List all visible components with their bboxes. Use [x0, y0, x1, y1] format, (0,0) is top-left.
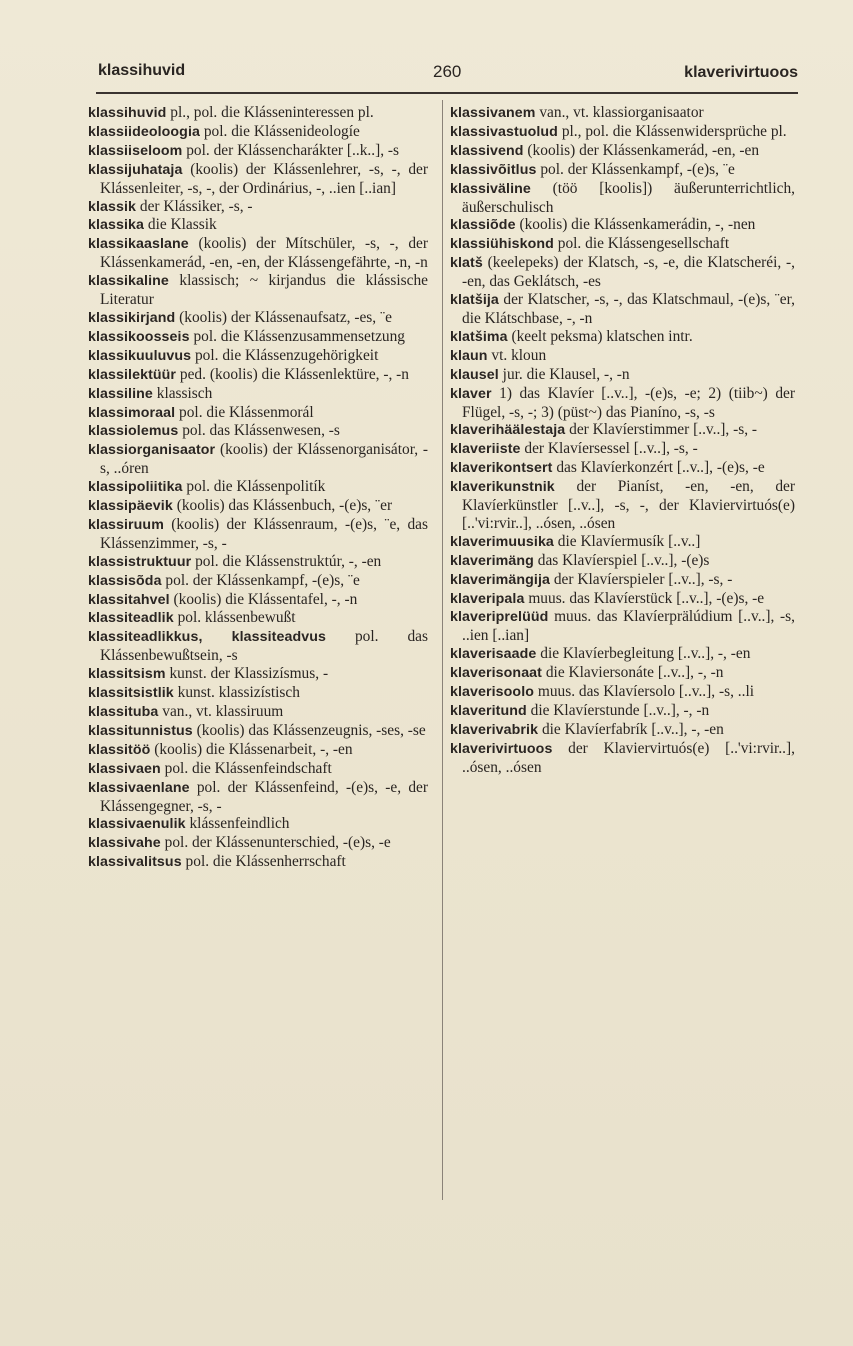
entry-headword: klassivõitlus: [450, 161, 537, 178]
dictionary-entry: [450, 180, 795, 217]
entry-headword: klassikaaslane: [88, 236, 189, 253]
entry-headword: klassikaline: [88, 273, 169, 290]
dictionary-entry: [88, 328, 428, 347]
entry-translation: pol. das Klássenbewußtsein, -s: [100, 628, 428, 665]
dictionary-entry: [450, 721, 795, 740]
entry-translation: der Pianíst, -en, -en, der Klavíerkünstler [..v..], -s, -, der Klaviervirtuós(e) [..'vi:rvir..], ..ósen, ..ósen: [462, 478, 795, 532]
dictionary-entry: [450, 440, 795, 459]
entry-translation: der Klavíersessel [..v..], -s, -: [524, 440, 698, 458]
entry-headword: klaverikontsert: [450, 460, 553, 477]
dictionary-entry: [88, 553, 428, 572]
entry-translation: (koolis) der Klássenaufsatz, -es, ¨e: [179, 308, 392, 326]
page-header: [98, 58, 798, 86]
entry-translation: pol. das Klássenwesen, -s: [182, 422, 340, 440]
dictionary-entry: [450, 645, 795, 664]
entry-headword: klaverimäng: [450, 552, 534, 569]
dictionary-entry: [88, 272, 428, 309]
dictionary-entry: [450, 366, 795, 385]
page-number: 260: [433, 62, 462, 81]
entry-translation: (keelt peksma) klatschen intr.: [511, 327, 693, 345]
entry-translation: jur. die Klausel, -, -n: [502, 365, 630, 383]
entry-headword: klassiteadlikkus, klassiteadvus: [88, 629, 327, 646]
right-column: [450, 104, 795, 777]
dictionary-entry: [450, 291, 795, 328]
entry-headword: klaverivabrik: [450, 721, 539, 738]
dictionary-entry: [88, 591, 428, 610]
entry-headword: klassihuvid: [88, 105, 167, 121]
entry-headword: klaun: [450, 347, 488, 364]
entry-headword: klassiolemus: [88, 423, 179, 440]
entry-translation: van., vt. klassiruum: [162, 703, 284, 720]
entry-headword: klassiühiskond: [450, 236, 554, 253]
dictionary-entry: [88, 404, 428, 423]
dictionary-entry: [450, 608, 795, 645]
entry-translation: (keelepeks) der Klatsch, -s, -e, die Klatscheréi, -, -en, das Geklátsch, -es: [462, 254, 795, 291]
entry-headword: klassiruum: [88, 516, 164, 533]
entry-translation: 1) das Klavíer [..v..], -(e)s, -e; 2) (tiib~) der Flügel, -s, -; 3) (püst~) das Pianíno, -s, -s: [462, 384, 795, 421]
dictionary-entry: [88, 198, 428, 217]
entry-translation: der Klavíerstimmer [..v..], -s, -: [569, 421, 758, 439]
entry-translation: pol. die Klássenzusammensetzung: [193, 327, 406, 345]
entry-translation: das Klavíerspiel [..v..], -(e)s: [537, 551, 710, 569]
header-first-headword: klassihuvid: [98, 62, 186, 79]
dictionary-entry: [450, 216, 795, 235]
entry-translation: der Klaviervirtuós(e) [..'vi:rvir..], ..ósen, ..ósen: [462, 739, 795, 776]
entry-headword: klaverivirtuoos: [450, 740, 553, 757]
entry-headword: klaverikunstnik: [450, 479, 555, 496]
entry-translation: pol. der Klássencharákter [..k..], -s: [186, 141, 400, 159]
entry-headword: klassiiseloom: [88, 142, 183, 159]
dictionary-entry: [88, 104, 428, 123]
entry-translation: van., vt. klassiorganisaator: [539, 104, 704, 121]
entry-headword: klassivahe: [88, 835, 161, 852]
dictionary-entry: [88, 722, 428, 741]
dictionary-entry: [88, 741, 428, 760]
entry-headword: klaveritund: [450, 703, 527, 719]
entry-headword: klassiväline: [450, 180, 531, 197]
entry-headword: klassitunnistus: [88, 722, 193, 739]
dictionary-entry: [88, 497, 428, 516]
entry-translation: (koolis) der Klássenraum, -(e)s, ¨e, das Klássenzimmer, -s, -: [100, 515, 428, 552]
entry-headword: klaver: [450, 385, 492, 402]
entry-translation: (töö [koolis]) äußerunterrichtlich, äußerschulisch: [462, 179, 795, 216]
entry-translation: die Klavíerbegleitung [..v..], -, -en: [540, 645, 751, 663]
entry-translation: pol. die Klássenideologíe: [203, 122, 360, 140]
entry-headword: klassikirjand: [88, 309, 176, 326]
entry-translation: der Klavíerspieler [..v..], -s, -: [553, 570, 733, 588]
dictionary-entry: [450, 571, 795, 590]
entry-translation: die Klavíerfabrík [..v..], -, -en: [541, 720, 724, 738]
entry-headword: klatšima: [450, 328, 508, 345]
entry-headword: klatš: [450, 255, 483, 272]
entry-translation: (koolis) der Klássenlehrer, -s, -, der Klássenleiter, -s, -, der Ordinárius, -, ..ien [..ian]: [100, 160, 428, 197]
entry-translation: pl., pol. die Klásseninteressen pl.: [170, 104, 374, 121]
entry-headword: klassipoliitika: [88, 479, 183, 496]
dictionary-entry: [450, 590, 795, 609]
dictionary-entry: [450, 664, 795, 683]
entry-translation: das Klavíerkonzért [..v..], -(e)s, -e: [556, 459, 765, 477]
dictionary-entry: [88, 516, 428, 553]
entry-headword: klassivastuolud: [450, 123, 558, 140]
entry-translation: (koolis) der Mítschüler, -s, -, der Klássenkamerád, -en, -en, der Klássengefährte, -n, -n: [100, 235, 428, 272]
entry-translation: vt. kloun: [491, 346, 547, 364]
entry-translation: pol. der Klássenkampf, -(e)s, ¨e: [540, 160, 735, 178]
dictionary-entry: [450, 478, 795, 533]
entry-headword: klassiteadlik: [88, 610, 174, 627]
entry-translation: (koolis) das Klássenzeugnis, -ses, -se: [196, 721, 426, 739]
entry-headword: klaveriprelüüd: [450, 609, 549, 626]
entry-headword: klassiideoloogia: [88, 123, 200, 140]
dictionary-entry: [450, 702, 795, 721]
entry-translation: (koolis) der Klássenorganisátor, -s, ..óren: [100, 441, 428, 478]
entry-translation: pol. der Klássenfeind, -(e)s, -e, der Klássengegner, -s, -: [100, 778, 428, 815]
entry-translation: pol. die Klássenpolitík: [186, 478, 326, 496]
dictionary-entry: [88, 161, 428, 198]
entry-headword: klassivaenlane: [88, 779, 190, 796]
entry-translation: kunst. der Klassizísmus, -: [169, 665, 329, 683]
dictionary-entry: [88, 385, 428, 404]
dictionary-entry: [450, 328, 795, 347]
entry-headword: klassikuuluvus: [88, 347, 192, 364]
entry-headword: klassitsistlik: [88, 685, 174, 702]
entry-headword: klassijuhataja: [88, 161, 183, 178]
entry-headword: klassipäevik: [88, 498, 173, 515]
entry-headword: klaverisaade: [450, 646, 537, 663]
dictionary-entry: [88, 609, 428, 628]
dictionary-entry: [88, 665, 428, 684]
entry-translation: die Klavíerstunde [..v..], -, -n: [530, 702, 710, 719]
dictionary-entry: [88, 779, 428, 816]
dictionary-entry: [88, 142, 428, 161]
header-rule: [96, 92, 798, 94]
dictionary-entry: [88, 216, 428, 235]
dictionary-entry: [450, 683, 795, 702]
dictionary-entry: [88, 760, 428, 779]
dictionary-entry: [88, 853, 428, 872]
dictionary-entry: [88, 815, 428, 834]
entry-translation: die Klassik: [147, 216, 217, 234]
entry-headword: klausel: [450, 366, 499, 383]
entry-translation: der Klatscher, -s, -, das Klatschmaul, -(e)s, ¨er, die Klátschbase, -, -n: [462, 291, 795, 327]
entry-headword: klaverimängija: [450, 571, 550, 588]
dictionary-entry: [450, 104, 795, 123]
dictionary-entry: [88, 703, 428, 722]
entry-translation: pol. die Klássenzugehörigkeit: [194, 346, 379, 364]
entry-translation: der Klássiker, -s, -: [139, 197, 253, 215]
dictionary-entry: [450, 142, 795, 161]
entry-headword: klaveripala: [450, 590, 525, 607]
entry-headword: klaverisoolo: [450, 684, 534, 701]
entry-translation: pol. der Klássenkampf, -(e)s, ¨e: [165, 571, 360, 589]
dictionary-entry: [450, 161, 795, 180]
entry-translation: klássenfeindlich: [189, 815, 290, 833]
dictionary-entry: [88, 422, 428, 441]
entry-headword: klassivaenulik: [88, 816, 186, 833]
entry-headword: klassiline: [88, 385, 153, 402]
entry-translation: (koolis) das Klássenbuch, -(e)s, ¨er: [176, 497, 393, 515]
entry-translation: ped. (koolis) die Klássenlektüre, -, -n: [179, 365, 409, 383]
entry-headword: klassitsism: [88, 666, 166, 683]
dictionary-entry: [88, 347, 428, 366]
dictionary-entry: [88, 235, 428, 272]
entry-headword: klassituba: [88, 704, 159, 720]
dictionary-entry: [88, 572, 428, 591]
entry-translation: pl., pol. die Klássenwidersprüche pl.: [561, 122, 787, 140]
dictionary-entry: [450, 385, 795, 422]
dictionary-entry: [88, 628, 428, 665]
dictionary-entry: [450, 123, 795, 142]
entry-headword: klassik: [88, 198, 137, 215]
entry-translation: (koolis) die Klássentafel, -, -n: [173, 590, 358, 608]
entry-headword: klassivaen: [88, 760, 161, 777]
entry-translation: klassisch: [156, 384, 213, 402]
entry-headword: klatšija: [450, 292, 499, 309]
column-divider: [442, 100, 443, 1200]
entry-headword: klaveriiste: [450, 441, 521, 458]
entry-translation: pol. die Klássenmorál: [179, 403, 314, 421]
entry-translation: pol. die Klássenherrschaft: [185, 853, 346, 871]
entry-translation: muus. das Klavíerstück [..v..], -(e)s, -e: [528, 589, 765, 607]
dictionary-entry: [450, 533, 795, 552]
entry-translation: klassisch; ~ kirjandus die klássische Literatur: [100, 272, 428, 309]
dictionary-entry: [450, 740, 795, 777]
entry-translation: pol. klássenbewußt: [177, 609, 296, 627]
entry-translation: pol. die Klássenstruktúr, -, -en: [195, 552, 382, 570]
entry-translation: (koolis) die Klássenkamerádin, -, -nen: [519, 216, 756, 234]
dictionary-entry: [450, 235, 795, 254]
entry-headword: klassisõda: [88, 572, 162, 589]
entry-headword: klassika: [88, 217, 145, 234]
dictionary-entry: [88, 834, 428, 853]
entry-headword: klassilektüür: [88, 366, 177, 383]
entry-translation: die Klavíermusík [..v..]: [557, 532, 701, 550]
entry-headword: klassivend: [450, 142, 524, 159]
entry-translation: pol. die Klássengesellschaft: [557, 235, 730, 253]
entry-headword: klassiõde: [450, 217, 516, 234]
entry-headword: klaverimuusika: [450, 533, 554, 550]
entry-headword: klassitöö: [88, 741, 151, 758]
entry-translation: die Klaviersonáte [..v..], -, -n: [545, 664, 724, 682]
dictionary-entry: [450, 347, 795, 366]
dictionary-entry: [450, 421, 795, 440]
left-column: [88, 104, 428, 872]
entry-headword: klassivanem: [450, 105, 536, 121]
entry-headword: klassivalitsus: [88, 854, 182, 871]
dictionary-entry: [88, 441, 428, 478]
entry-translation: muus. das Klavíerprälúdium [..v..], -s, ..ien [..ian]: [462, 608, 795, 645]
entry-headword: klaverisonaat: [450, 665, 542, 682]
entry-headword: klaverihäälestaja: [450, 422, 566, 439]
entry-headword: klassitahvel: [88, 591, 170, 608]
entry-headword: klassikoosseis: [88, 328, 190, 345]
dictionary-entry: [450, 254, 795, 291]
dictionary-entry: [88, 684, 428, 703]
header-last-headword: klaverivirtuoos: [684, 64, 798, 81]
dictionary-entry: [450, 552, 795, 571]
entry-headword: klassiorganisaator: [88, 442, 216, 459]
entry-headword: klassimoraal: [88, 404, 176, 421]
entry-translation: (koolis) der Klássenkamerád, -en, -en: [527, 141, 760, 159]
entry-translation: pol. der Klássenunterschied, -(e)s, -e: [164, 834, 391, 852]
entry-translation: kunst. klassizístisch: [177, 684, 300, 702]
entry-translation: muus. das Klavíersolo [..v..], -s, ..li: [537, 683, 755, 701]
entry-translation: pol. die Klássenfeindschaft: [164, 759, 332, 777]
dictionary-entry: [88, 309, 428, 328]
entry-headword: klassistruktuur: [88, 553, 192, 570]
dictionary-entry: [88, 366, 428, 385]
dictionary-entry: [88, 123, 428, 142]
dictionary-entry: [450, 459, 795, 478]
entry-translation: (koolis) die Klássenarbeit, -, -en: [154, 740, 353, 758]
dictionary-entry: [88, 478, 428, 497]
